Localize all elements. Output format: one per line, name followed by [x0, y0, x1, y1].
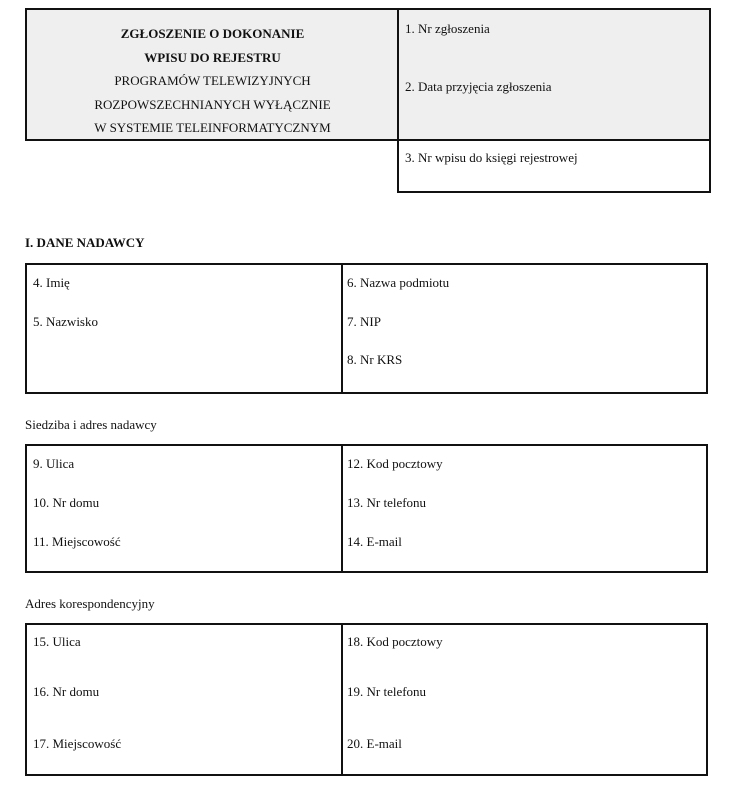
- field-9-ulica[interactable]: 9. Ulica: [33, 456, 75, 471]
- field-10-nr-domu[interactable]: 10. Nr domu: [33, 495, 100, 510]
- field-2-data-przyjecia[interactable]: 2. Data przyjęcia zgłoszenia: [405, 79, 552, 94]
- form-title-line-5: W SYSTEMIE TELEINFORMATYCZNYM: [94, 120, 331, 135]
- field-6-nazwa-podmiotu[interactable]: 6. Nazwa podmiotu: [347, 275, 450, 290]
- correspondence-address-box: [25, 623, 708, 776]
- field-15-ulica[interactable]: 15. Ulica: [33, 634, 81, 649]
- field-13-nr-telefonu[interactable]: 13. Nr telefonu: [347, 495, 427, 510]
- form-title-line-2: WPISU DO REJESTRU: [144, 49, 281, 65]
- field-17-miejscowosc[interactable]: 17. Miejscowość: [33, 736, 122, 751]
- field-5-nazwisko[interactable]: 5. Nazwisko: [33, 314, 98, 329]
- field-16-nr-domu[interactable]: 16. Nr domu: [33, 684, 100, 699]
- caption-siedziba: Siedziba i adres nadawcy: [25, 417, 157, 432]
- field-19-nr-telefonu[interactable]: 19. Nr telefonu: [347, 684, 427, 699]
- form-title-line-1: ZGŁOSZENIE O DOKONANIE: [120, 26, 305, 41]
- column-divider: [341, 265, 343, 392]
- field-3-nr-wpisu[interactable]: 3. Nr wpisu do księgi rejestrowej: [405, 150, 578, 165]
- register-number-box: [397, 139, 711, 193]
- field-4-imie[interactable]: 4. Imię: [33, 275, 70, 290]
- headquarters-address-box: [25, 444, 708, 573]
- office-use-box: [397, 8, 711, 141]
- caption-adres-korespondencyjny: Adres korespondencyjny: [25, 596, 155, 611]
- field-7-nip[interactable]: 7. NIP: [347, 314, 381, 329]
- field-14-email[interactable]: 14. E-mail: [347, 534, 402, 549]
- column-divider: [341, 446, 343, 571]
- form-title-line-4: ROZPOWSZECHNIANYCH WYŁĄCZNIE: [94, 96, 331, 112]
- form-title-line-3: PROGRAMÓW TELEWIZYJNYCH: [114, 73, 311, 88]
- field-11-miejscowosc[interactable]: 11. Miejscowość: [33, 534, 121, 549]
- field-1-nr-zgloszenia[interactable]: 1. Nr zgłoszenia: [405, 21, 490, 36]
- field-12-kod-pocztowy[interactable]: 12. Kod pocztowy: [347, 456, 443, 471]
- field-18-kod-pocztowy[interactable]: 18. Kod pocztowy: [347, 634, 443, 649]
- field-20-email[interactable]: 20. E-mail: [347, 736, 402, 751]
- broadcaster-data-box: [25, 263, 708, 394]
- section-heading-dane-nadawcy: I. DANE NADAWCY: [25, 235, 145, 250]
- field-8-nr-krs[interactable]: 8. Nr KRS: [347, 352, 403, 367]
- column-divider: [341, 625, 343, 774]
- form-title-box: [25, 8, 398, 141]
